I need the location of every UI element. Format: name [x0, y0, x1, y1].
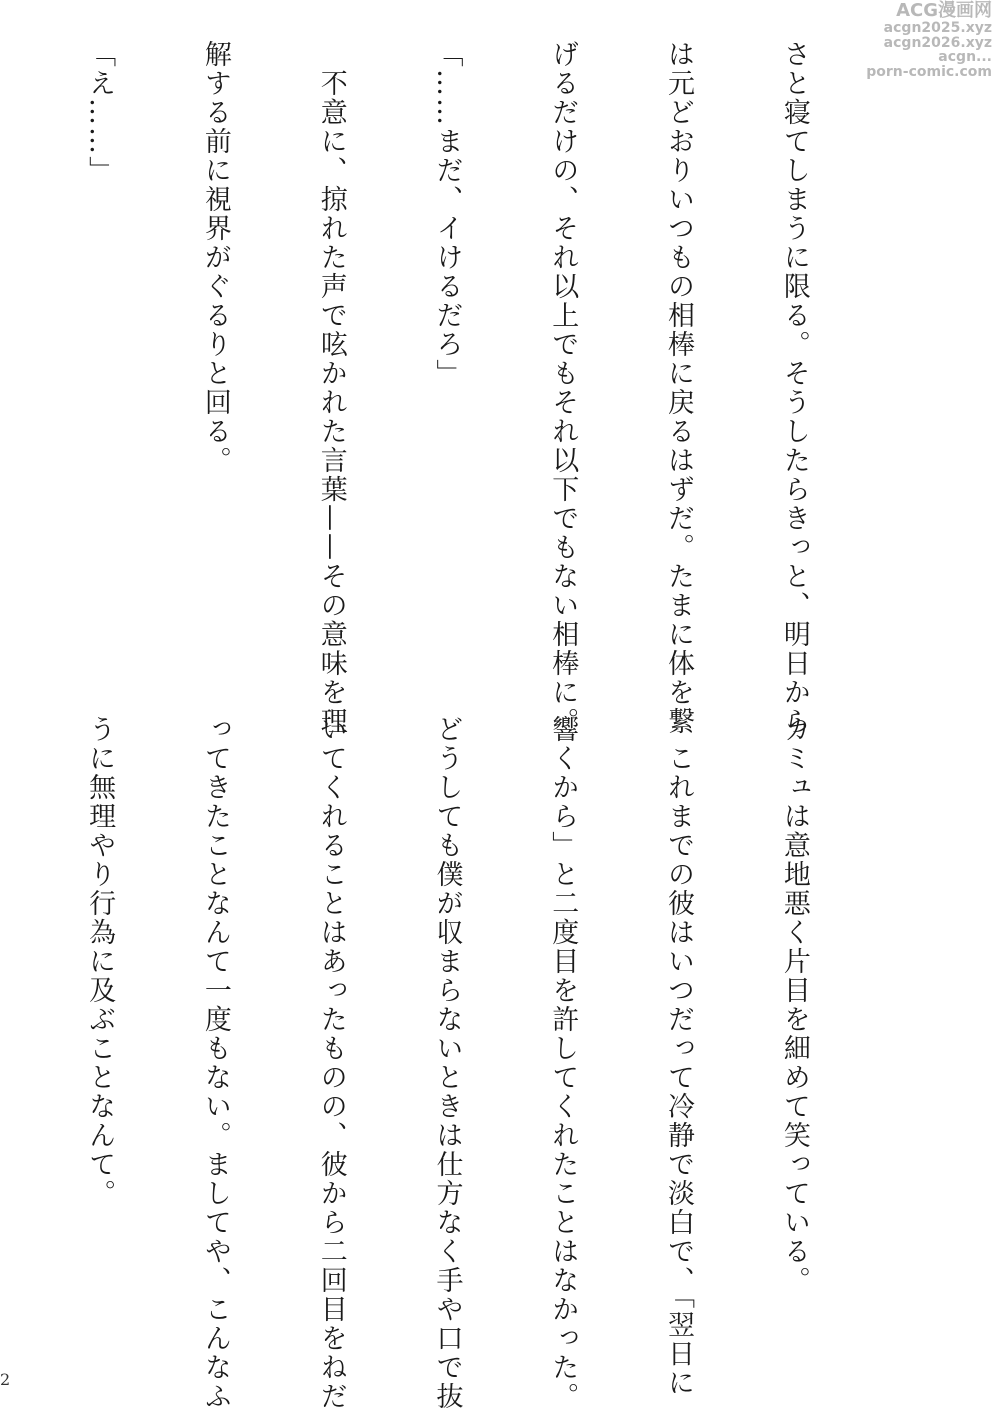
watermark-site: acgn2026.xyz [883, 34, 992, 51]
text-line: カミュは意地悪く片目を細めて笑っている。 [778, 715, 810, 1295]
watermark-logo: ACG漫画网 [896, 0, 992, 21]
text-column-top [84, 40, 890, 736]
text-column-bottom [84, 715, 890, 1411]
text-line: ってきたことなんて一度もない。ましてや、こんなふ [199, 715, 231, 1411]
page-number: 2 [0, 1370, 11, 1389]
watermark-site: acgn2025.xyz [883, 19, 992, 36]
watermark-site: acgn... [938, 49, 992, 66]
watermark-site: porn-comic.com [866, 63, 992, 80]
text-line: 「え……」 [84, 40, 116, 185]
text-line [0, 715, 2, 1275]
text-line: これまでの彼はいつだって冷静で淡白で、「翌日に [663, 715, 695, 1398]
text-line [0, 40, 2, 660]
text-line: は元どおりいつもの相棒に戻るはずだ。たまに体を繋 [663, 40, 695, 736]
text-line: さと寝てしまうに限る。そうしたらきっと、明日から [778, 40, 810, 736]
text-line: 響くから」と二度目を許してくれたことはなかった。 [547, 715, 579, 1411]
text-line: げるだけの、それ以上でもそれ以下でもない相棒に。 [547, 40, 579, 736]
text-line: どうしても僕が収まらないときは仕方なく手や口で抜 [431, 715, 463, 1411]
text-line: 解する前に視界がぐるりと回る。 [199, 40, 231, 475]
text-line: いてくれることはあったものの、彼から二回目をねだ [315, 715, 347, 1411]
text-line: 「……まだ、イけるだろ」 [431, 40, 463, 388]
text-line: 不意に、掠れた声で呟かれた言葉——その意味を理 [315, 40, 347, 736]
text-line: うに無理やり行為に及ぶことなんて。 [84, 715, 116, 1208]
